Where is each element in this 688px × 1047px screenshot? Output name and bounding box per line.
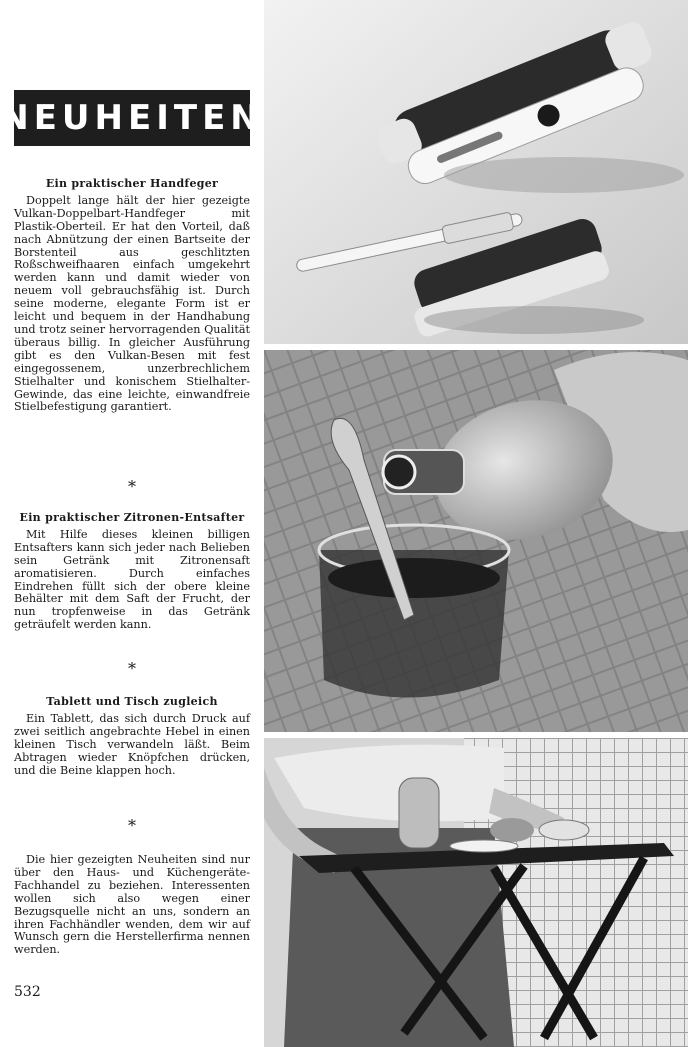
closing-text: Die hier gezeigten Neuheiten sind nur über den Haus- und Küchengeräte-Fachhandel zu beziehen. Interessenten wollen sich also wegen einer Bezugsquelle nicht an uns, sondern an ihren Fachhändler wenden, dem wir auf Wunsch gern die Herstellerfirma nennen werden. bbox=[14, 853, 250, 957]
page-number: 532 bbox=[14, 984, 41, 1000]
separator-star: * bbox=[128, 659, 136, 678]
article-body: Ein Tablett, das sich durch Druck auf zwei seitlich angebrachte Hebel in einen kleinen Tisch verwandeln läßt. Beim Abtragen wieder Knöpfchen drücken, und die Beine klappen hoch. bbox=[14, 711, 250, 777]
article-handfeger bbox=[14, 178, 250, 414]
article-title: Tablett und Tisch zugleich bbox=[46, 695, 218, 708]
section-banner bbox=[0, 90, 264, 146]
article-title: Ein praktischer Zitronen-Entsafter bbox=[19, 511, 245, 524]
banner-title: NEUHEITEN bbox=[0, 98, 264, 138]
article-title: Ein praktischer Handfeger bbox=[45, 177, 219, 190]
separator-star: * bbox=[128, 477, 136, 496]
article-body: Doppelt lange hält der hier gezeigte Vulkan-Doppelbart-Handfeger mit Plastik-Oberteil. Er hat den Vorteil, daß nach Abnützung der einen Bartseite der Borstenteil aus geschlitzten Roßschweifhaaren einfach umgekehrt werden kann und damit wieder von neuem voll gebrauchsfähig ist. Durch seine moderne, elegante Form ist er leicht und bequem in der Handhabung und trotz seiner hervorragenden Qualität überaus billig. In gleicher Ausführung gibt es den Vulkan-Besen mit fest eingegossenem, unzerbrechlichem Stielhalter und konischem Stielhalter-Gewinde, das eine leichte, einwandfreie Stielbefestigung garantiert. bbox=[14, 193, 250, 414]
separator-star: * bbox=[128, 816, 136, 835]
photo-handfeger bbox=[264, 0, 688, 344]
article-tablett bbox=[14, 696, 250, 777]
article-zitronen bbox=[14, 512, 250, 632]
photo-zitronen-entsafter bbox=[264, 350, 688, 732]
closing-note bbox=[14, 854, 250, 957]
article-body: Mit Hilfe dieses kleinen billigen Entsafters kann sich jeder nach Belieben sein Getränk mit Zitronensaft aromatisieren. Durch einfaches Eindrehen füllt sich der obere kleine Behälter mit dem Saft der Frucht, der nun tropfenweise in das Getränk geträufelt werden kann. bbox=[14, 527, 250, 632]
photo-tablett-tisch bbox=[264, 738, 688, 1047]
